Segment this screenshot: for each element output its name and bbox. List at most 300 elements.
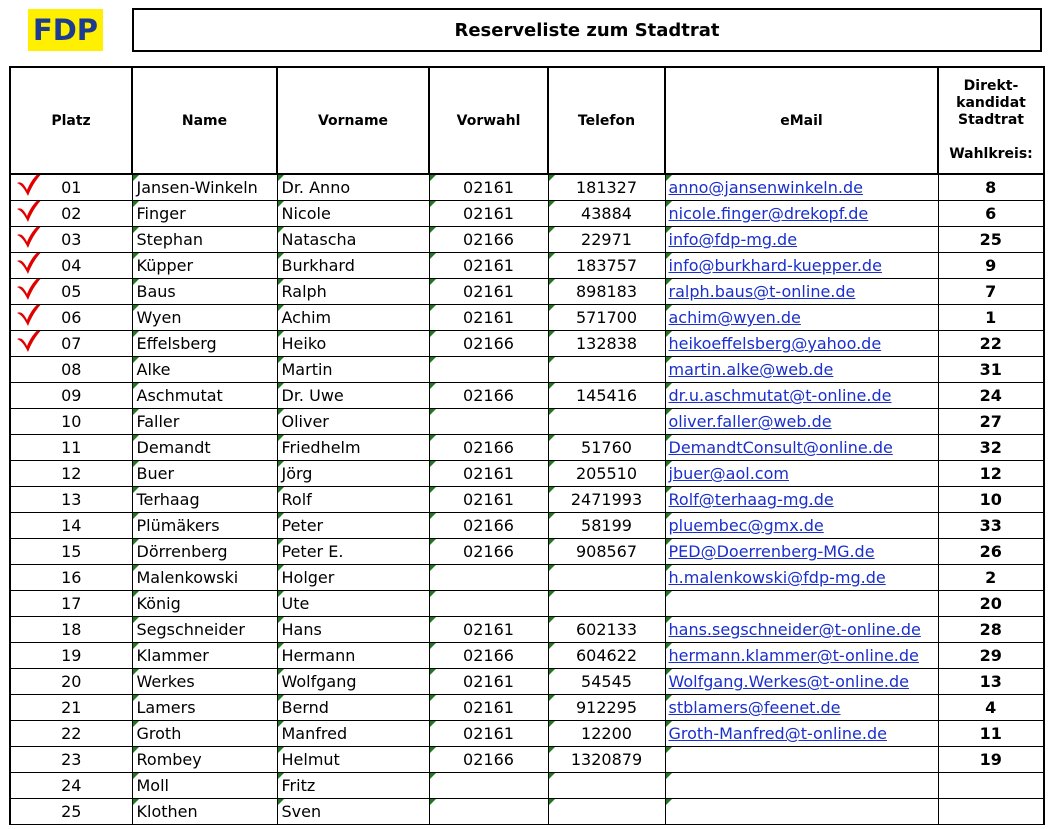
wahlkreis-text: 8 bbox=[985, 178, 997, 197]
cell-comment-marker bbox=[278, 539, 284, 545]
wahlkreis-text: 29 bbox=[979, 646, 1002, 665]
cell-comment-marker bbox=[278, 409, 284, 415]
name-cell bbox=[132, 331, 277, 357]
name-cell bbox=[132, 461, 277, 487]
email-cell bbox=[665, 747, 938, 773]
table-row bbox=[10, 331, 1044, 357]
cell-comment-marker bbox=[430, 253, 436, 259]
table-row bbox=[10, 279, 1044, 305]
wahlkreis-cell bbox=[938, 305, 1044, 331]
wahlkreis-cell bbox=[938, 695, 1044, 721]
platz-cell bbox=[10, 383, 132, 409]
email-cell bbox=[665, 643, 938, 669]
cell-comment-marker bbox=[278, 305, 284, 311]
wahlkreis-cell bbox=[938, 357, 1044, 383]
vorname-text: Ralph bbox=[281, 282, 327, 301]
cell-comment-marker bbox=[549, 799, 555, 805]
platz-cell bbox=[10, 799, 132, 825]
platz-text: 21 bbox=[61, 698, 82, 717]
wahlkreis-cell bbox=[938, 799, 1044, 825]
telefon-cell bbox=[548, 435, 665, 461]
cell-comment-marker bbox=[133, 435, 139, 441]
name-cell bbox=[132, 357, 277, 383]
email-cell bbox=[665, 331, 938, 357]
cell-comment-marker bbox=[549, 695, 555, 701]
cell-comment-marker bbox=[430, 409, 436, 415]
email-cell bbox=[665, 201, 938, 227]
platz-text: 08 bbox=[61, 360, 82, 379]
platz-text: 22 bbox=[61, 724, 82, 743]
vorwahl-cell bbox=[429, 279, 548, 305]
platz-cell bbox=[10, 461, 132, 487]
name-cell bbox=[132, 565, 277, 591]
name-text: Plümäkers bbox=[136, 516, 220, 535]
cell-comment-marker bbox=[666, 539, 672, 545]
platz-text: 20 bbox=[61, 672, 82, 691]
cell-comment-marker bbox=[133, 201, 139, 207]
vorwahl-text: 02161 bbox=[463, 256, 514, 275]
telefon-text: 54545 bbox=[581, 672, 632, 691]
email-link[interactable]: oliver.faller@web.de bbox=[668, 412, 832, 431]
platz-text: 14 bbox=[61, 516, 82, 535]
cell-comment-marker bbox=[133, 695, 139, 701]
cell-comment-marker bbox=[278, 643, 284, 649]
telefon-text: 22971 bbox=[581, 230, 632, 249]
cell-comment-marker bbox=[549, 357, 555, 363]
platz-cell bbox=[10, 435, 132, 461]
name-cell bbox=[132, 279, 277, 305]
vorname-cell bbox=[277, 383, 429, 409]
name-text: Dörrenberg bbox=[136, 542, 228, 561]
email-link[interactable]: DemandtConsult@online.de bbox=[668, 438, 893, 457]
vorname-cell bbox=[277, 591, 429, 617]
cell-comment-marker bbox=[133, 305, 139, 311]
email-cell bbox=[665, 773, 938, 799]
vorwahl-text: 02161 bbox=[463, 464, 514, 483]
wahlkreis-cell bbox=[938, 174, 1044, 201]
telefon-cell bbox=[548, 253, 665, 279]
telefon-cell bbox=[548, 201, 665, 227]
cell-comment-marker bbox=[549, 305, 555, 311]
wahlkreis-cell bbox=[938, 227, 1044, 253]
vorwahl-cell bbox=[429, 799, 548, 825]
header-email: eMail bbox=[665, 67, 938, 174]
name-cell bbox=[132, 513, 277, 539]
cell-comment-marker bbox=[666, 617, 672, 623]
vorname-cell bbox=[277, 539, 429, 565]
email-cell bbox=[665, 409, 938, 435]
platz-cell bbox=[10, 487, 132, 513]
name-cell bbox=[132, 487, 277, 513]
cell-comment-marker bbox=[133, 565, 139, 571]
vorname-text: Friedhelm bbox=[281, 438, 361, 457]
cell-comment-marker bbox=[133, 461, 139, 467]
wahlkreis-cell bbox=[938, 747, 1044, 773]
cell-comment-marker bbox=[133, 799, 139, 805]
wahlkreis-text: 6 bbox=[985, 204, 997, 223]
email-link[interactable]: Groth-Manfred@t-online.de bbox=[668, 724, 887, 743]
vorwahl-text: 02166 bbox=[463, 438, 514, 457]
email-link[interactable]: heikoeffelsberg@yahoo.de bbox=[668, 334, 882, 353]
vorwahl-cell bbox=[429, 409, 548, 435]
vorwahl-text: 02166 bbox=[463, 542, 514, 561]
email-link[interactable]: jbuer@aol.com bbox=[668, 464, 789, 483]
platz-cell bbox=[10, 513, 132, 539]
platz-cell bbox=[10, 357, 132, 383]
email-link[interactable]: PED@Doerrenberg-MG.de bbox=[668, 542, 875, 561]
table-row bbox=[10, 565, 1044, 591]
cell-comment-marker bbox=[666, 227, 672, 233]
cell-comment-marker bbox=[549, 253, 555, 259]
vorwahl-text: 02161 bbox=[463, 724, 514, 743]
logo-text: FDP bbox=[32, 13, 99, 47]
cell-comment-marker bbox=[133, 487, 139, 493]
platz-text: 04 bbox=[61, 256, 82, 275]
cell-comment-marker bbox=[278, 799, 284, 805]
name-text: Segschneider bbox=[136, 620, 245, 639]
name-cell bbox=[132, 227, 277, 253]
telefon-text: 2471993 bbox=[570, 490, 643, 509]
cell-comment-marker bbox=[278, 669, 284, 675]
platz-text: 01 bbox=[61, 178, 82, 197]
vorname-text: Fritz bbox=[281, 776, 316, 795]
wahlkreis-cell bbox=[938, 435, 1044, 461]
vorname-text: Peter bbox=[281, 516, 324, 535]
platz-cell bbox=[10, 409, 132, 435]
email-cell bbox=[665, 721, 938, 747]
header-direkt-line3: Stadtrat bbox=[958, 112, 1024, 128]
cell-comment-marker bbox=[666, 201, 672, 207]
vorwahl-cell bbox=[429, 201, 548, 227]
cell-comment-marker bbox=[278, 721, 284, 727]
name-cell bbox=[132, 799, 277, 825]
table-row bbox=[10, 513, 1044, 539]
vorname-text: Jörg bbox=[281, 464, 313, 483]
platz-cell bbox=[10, 227, 132, 253]
name-text: Terhaag bbox=[136, 490, 200, 509]
cell-comment-marker bbox=[666, 565, 672, 571]
telefon-cell bbox=[548, 357, 665, 383]
vorwahl-text: 02166 bbox=[463, 516, 514, 535]
name-cell bbox=[132, 174, 277, 201]
name-cell bbox=[132, 409, 277, 435]
cell-comment-marker bbox=[278, 383, 284, 389]
header-row bbox=[10, 67, 1044, 174]
vorwahl-text: 02166 bbox=[463, 386, 514, 405]
table-row bbox=[10, 227, 1044, 253]
cell-comment-marker bbox=[133, 669, 139, 675]
email-cell bbox=[665, 357, 938, 383]
name-text: Faller bbox=[136, 412, 180, 431]
name-cell bbox=[132, 695, 277, 721]
wahlkreis-cell bbox=[938, 669, 1044, 695]
platz-text: 05 bbox=[61, 282, 82, 301]
cell-comment-marker bbox=[549, 227, 555, 233]
table-row bbox=[10, 174, 1044, 201]
email-cell bbox=[665, 591, 938, 617]
name-text: Lamers bbox=[136, 698, 196, 717]
cell-comment-marker bbox=[549, 617, 555, 623]
cell-comment-marker bbox=[666, 409, 672, 415]
header-direktkandidat bbox=[938, 67, 1044, 174]
red-checkmark-icon bbox=[15, 279, 51, 303]
platz-text: 18 bbox=[61, 620, 82, 639]
wahlkreis-cell bbox=[938, 721, 1044, 747]
cell-comment-marker bbox=[133, 643, 139, 649]
wahlkreis-text: 32 bbox=[979, 438, 1002, 457]
vorwahl-cell bbox=[429, 669, 548, 695]
table-row bbox=[10, 383, 1044, 409]
email-cell bbox=[665, 539, 938, 565]
wahlkreis-text: 28 bbox=[979, 620, 1002, 639]
cell-comment-marker bbox=[133, 357, 139, 363]
cell-comment-marker bbox=[278, 747, 284, 753]
name-text: Klammer bbox=[136, 646, 209, 665]
vorname-cell bbox=[277, 487, 429, 513]
platz-text: 11 bbox=[61, 438, 82, 457]
platz-cell bbox=[10, 201, 132, 227]
cell-comment-marker bbox=[430, 487, 436, 493]
vorname-cell bbox=[277, 721, 429, 747]
cell-comment-marker bbox=[133, 175, 139, 181]
page-title: Reserveliste zum Stadtrat bbox=[454, 19, 720, 41]
platz-cell bbox=[10, 565, 132, 591]
table-row bbox=[10, 799, 1044, 825]
cell-comment-marker bbox=[549, 513, 555, 519]
table-row bbox=[10, 721, 1044, 747]
vorname-text: Manfred bbox=[281, 724, 348, 743]
table-body bbox=[10, 174, 1044, 825]
cell-comment-marker bbox=[430, 279, 436, 285]
cell-comment-marker bbox=[133, 513, 139, 519]
platz-text: 16 bbox=[61, 568, 82, 587]
table-row bbox=[10, 591, 1044, 617]
platz-cell bbox=[10, 721, 132, 747]
vorname-text: Oliver bbox=[281, 412, 329, 431]
header-vorname: Vorname bbox=[277, 67, 429, 174]
cell-comment-marker bbox=[666, 513, 672, 519]
cell-comment-marker bbox=[430, 591, 436, 597]
vorwahl-cell bbox=[429, 695, 548, 721]
telefon-cell bbox=[548, 227, 665, 253]
platz-text: 25 bbox=[61, 802, 82, 821]
email-cell bbox=[665, 565, 938, 591]
cell-comment-marker bbox=[278, 175, 284, 181]
platz-cell bbox=[10, 174, 132, 201]
wahlkreis-text: 2 bbox=[985, 568, 997, 587]
cell-comment-marker bbox=[666, 591, 672, 597]
telefon-text: 58199 bbox=[581, 516, 632, 535]
wahlkreis-cell bbox=[938, 643, 1044, 669]
cell-comment-marker bbox=[549, 201, 555, 207]
telefon-text: 132838 bbox=[575, 334, 638, 353]
name-text: Aschmutat bbox=[136, 386, 223, 405]
vorwahl-text: 02161 bbox=[463, 490, 514, 509]
vorwahl-text: 02166 bbox=[463, 750, 514, 769]
cell-comment-marker bbox=[430, 435, 436, 441]
wahlkreis-text: 13 bbox=[979, 672, 1002, 691]
wahlkreis-text: 19 bbox=[979, 750, 1002, 769]
wahlkreis-cell bbox=[938, 773, 1044, 799]
vorname-cell bbox=[277, 565, 429, 591]
vorname-text: Hans bbox=[281, 620, 322, 639]
vorwahl-text: 02161 bbox=[463, 672, 514, 691]
email-link[interactable]: dr.u.aschmutat@t-online.de bbox=[668, 386, 892, 405]
vorwahl-cell bbox=[429, 773, 548, 799]
email-link[interactable]: hermann.klammer@t-online.de bbox=[668, 646, 919, 665]
cell-comment-marker bbox=[666, 253, 672, 259]
vorwahl-text: 02166 bbox=[463, 334, 514, 353]
email-link[interactable]: Rolf@terhaag-mg.de bbox=[668, 490, 834, 509]
wahlkreis-text: 22 bbox=[979, 334, 1002, 353]
vorname-cell bbox=[277, 617, 429, 643]
wahlkreis-cell bbox=[938, 331, 1044, 357]
email-link[interactable]: martin.alke@web.de bbox=[668, 360, 834, 379]
cell-comment-marker bbox=[666, 773, 672, 779]
telefon-cell bbox=[548, 331, 665, 357]
wahlkreis-cell bbox=[938, 617, 1044, 643]
vorname-cell bbox=[277, 174, 429, 201]
cell-comment-marker bbox=[430, 357, 436, 363]
cell-comment-marker bbox=[133, 279, 139, 285]
red-checkmark-icon bbox=[15, 174, 51, 198]
wahlkreis-cell bbox=[938, 513, 1044, 539]
platz-text: 02 bbox=[61, 204, 82, 223]
email-cell bbox=[665, 513, 938, 539]
email-link[interactable]: anno@jansenwinkeln.de bbox=[668, 178, 863, 197]
cell-comment-marker bbox=[430, 799, 436, 805]
platz-cell bbox=[10, 747, 132, 773]
cell-comment-marker bbox=[430, 513, 436, 519]
name-cell bbox=[132, 643, 277, 669]
vorname-text: Natascha bbox=[281, 230, 357, 249]
cell-comment-marker bbox=[278, 513, 284, 519]
fdp-logo bbox=[28, 9, 103, 51]
telefon-cell bbox=[548, 513, 665, 539]
telefon-cell bbox=[548, 461, 665, 487]
wahlkreis-text: 24 bbox=[979, 386, 1002, 405]
wahlkreis-cell bbox=[938, 253, 1044, 279]
vorwahl-cell bbox=[429, 565, 548, 591]
telefon-text: 908567 bbox=[575, 542, 638, 561]
vorname-cell bbox=[277, 461, 429, 487]
name-cell bbox=[132, 669, 277, 695]
email-link[interactable]: nicole.finger@drekopf.de bbox=[668, 204, 869, 223]
cell-comment-marker bbox=[549, 461, 555, 467]
telefon-cell bbox=[548, 539, 665, 565]
cell-comment-marker bbox=[430, 643, 436, 649]
cell-comment-marker bbox=[549, 175, 555, 181]
email-link[interactable]: hans.segschneider@t-online.de bbox=[668, 620, 921, 639]
email-cell bbox=[665, 383, 938, 409]
vorname-cell bbox=[277, 253, 429, 279]
vorwahl-cell bbox=[429, 227, 548, 253]
name-cell bbox=[132, 253, 277, 279]
cell-comment-marker bbox=[430, 227, 436, 233]
cell-comment-marker bbox=[549, 539, 555, 545]
red-checkmark-icon bbox=[15, 305, 51, 329]
name-text: Rombey bbox=[136, 750, 202, 769]
wahlkreis-cell bbox=[938, 409, 1044, 435]
vorname-text: Dr. Uwe bbox=[281, 386, 344, 405]
wahlkreis-cell bbox=[938, 565, 1044, 591]
name-text: Demandt bbox=[136, 438, 211, 457]
vorwahl-cell bbox=[429, 487, 548, 513]
cell-comment-marker bbox=[549, 747, 555, 753]
email-link[interactable]: achim@wyen.de bbox=[668, 308, 801, 327]
email-link[interactable]: info@burkhard-kuepper.de bbox=[668, 256, 882, 275]
name-text: Werkes bbox=[136, 672, 195, 691]
email-link[interactable]: stblamers@feenet.de bbox=[668, 698, 841, 717]
telefon-text: 12200 bbox=[581, 724, 632, 743]
email-cell bbox=[665, 227, 938, 253]
vorwahl-cell bbox=[429, 539, 548, 565]
vorname-cell bbox=[277, 799, 429, 825]
table-row bbox=[10, 435, 1044, 461]
email-link[interactable]: pluembec@gmx.de bbox=[668, 516, 824, 535]
cell-comment-marker bbox=[430, 721, 436, 727]
email-cell bbox=[665, 435, 938, 461]
telefon-cell bbox=[548, 773, 665, 799]
cell-comment-marker bbox=[549, 383, 555, 389]
wahlkreis-cell bbox=[938, 383, 1044, 409]
cell-comment-marker bbox=[278, 201, 284, 207]
cell-comment-marker bbox=[666, 461, 672, 467]
platz-text: 23 bbox=[61, 750, 82, 769]
vorwahl-cell bbox=[429, 461, 548, 487]
cell-comment-marker bbox=[666, 799, 672, 805]
email-link[interactable]: ralph.baus@t-online.de bbox=[668, 282, 856, 301]
cell-comment-marker bbox=[549, 591, 555, 597]
vorwahl-cell bbox=[429, 643, 548, 669]
email-link[interactable]: Wolfgang.Werkes@t-online.de bbox=[668, 672, 910, 691]
platz-cell bbox=[10, 773, 132, 799]
cell-comment-marker bbox=[549, 721, 555, 727]
cell-comment-marker bbox=[666, 331, 672, 337]
cell-comment-marker bbox=[549, 773, 555, 779]
cell-comment-marker bbox=[666, 695, 672, 701]
telefon-cell bbox=[548, 409, 665, 435]
vorname-cell bbox=[277, 513, 429, 539]
platz-cell bbox=[10, 539, 132, 565]
telefon-cell bbox=[548, 747, 665, 773]
vorname-cell bbox=[277, 227, 429, 253]
table-row bbox=[10, 539, 1044, 565]
platz-text: 10 bbox=[61, 412, 82, 431]
vorname-text: Bernd bbox=[281, 698, 329, 717]
header-name: Name bbox=[132, 67, 277, 174]
telefon-text: 602133 bbox=[575, 620, 638, 639]
telefon-cell bbox=[548, 487, 665, 513]
email-link[interactable]: h.malenkowski@fdp-mg.de bbox=[668, 568, 886, 587]
vorname-text: Peter E. bbox=[281, 542, 344, 561]
vorwahl-text: 02166 bbox=[463, 230, 514, 249]
vorname-text: Wolfgang bbox=[281, 672, 357, 691]
cell-comment-marker bbox=[430, 331, 436, 337]
email-link[interactable]: info@fdp-mg.de bbox=[668, 230, 798, 249]
name-text: Stephan bbox=[136, 230, 204, 249]
wahlkreis-text: 25 bbox=[979, 230, 1002, 249]
vorname-text: Helmut bbox=[281, 750, 340, 769]
platz-text: 17 bbox=[61, 594, 82, 613]
vorname-text: Martin bbox=[281, 360, 333, 379]
cell-comment-marker bbox=[666, 279, 672, 285]
cell-comment-marker bbox=[278, 591, 284, 597]
cell-comment-marker bbox=[430, 305, 436, 311]
vorname-cell bbox=[277, 331, 429, 357]
vorname-cell bbox=[277, 357, 429, 383]
telefon-cell bbox=[548, 565, 665, 591]
